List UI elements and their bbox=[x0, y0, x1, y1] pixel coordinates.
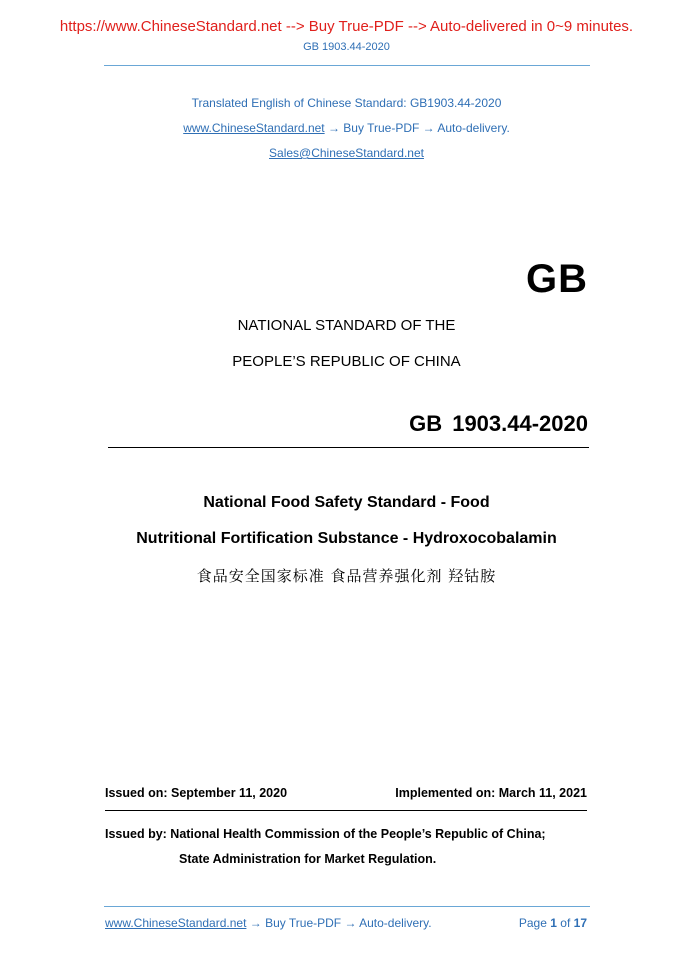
implemented-on: Implemented on: March 11, 2021 bbox=[395, 786, 587, 800]
translation-note: Translated English of Chinese Standard: GB1903.44-2020 bbox=[191, 96, 502, 110]
purchase-text: → Buy True-PDF → Auto-delivery. bbox=[324, 121, 510, 135]
sales-email-link[interactable]: Sales@ChineseStandard.net bbox=[269, 146, 424, 160]
issued-by-line1: Issued by: National Health Commission of the People’s Republic of China; bbox=[105, 827, 546, 841]
site-link[interactable]: www.ChineseStandard.net bbox=[183, 121, 325, 135]
page-total: 17 bbox=[573, 916, 587, 930]
purchase-line bbox=[0, 121, 693, 135]
standard-number: GB 1903.44-2020 bbox=[409, 411, 588, 436]
title-chinese: 食品安全国家标准 食品营养强化剂 羟钴胺 bbox=[196, 567, 497, 585]
title-divider bbox=[108, 447, 589, 448]
title-line1: National Food Safety Standard - Food bbox=[203, 494, 490, 511]
national-standard-line2: PEOPLE’S REPUBLIC OF CHINA bbox=[232, 353, 461, 370]
gb-logo: GB bbox=[526, 257, 588, 301]
top-banner[interactable]: https://www.ChineseStandard.net --> Buy True-PDF --> Auto-delivered in 0~9 minutes. bbox=[59, 18, 634, 35]
issued-on: Issued on: September 11, 2020 bbox=[105, 786, 288, 800]
footer-purchase-text: → Buy True-PDF → Auto-delivery. bbox=[246, 916, 432, 930]
issued-by-line2: State Administration for Market Regulation. bbox=[179, 852, 437, 866]
footer bbox=[105, 916, 587, 930]
header-divider bbox=[104, 65, 590, 66]
header-doc-id: GB 1903.44-2020 bbox=[303, 41, 390, 53]
title-line2: Nutritional Fortification Substance - Hydroxocobalamin bbox=[136, 530, 557, 547]
footer-site-link[interactable]: www.ChineseStandard.net bbox=[105, 916, 247, 930]
dates-divider bbox=[105, 810, 587, 811]
page-indicator: Page 1 of 17 bbox=[518, 916, 587, 930]
page-number: 1 bbox=[550, 916, 557, 930]
national-standard-line1: NATIONAL STANDARD OF THE bbox=[237, 317, 456, 334]
email-line bbox=[0, 146, 693, 160]
footer-divider bbox=[104, 906, 590, 907]
dates-row bbox=[105, 786, 587, 800]
